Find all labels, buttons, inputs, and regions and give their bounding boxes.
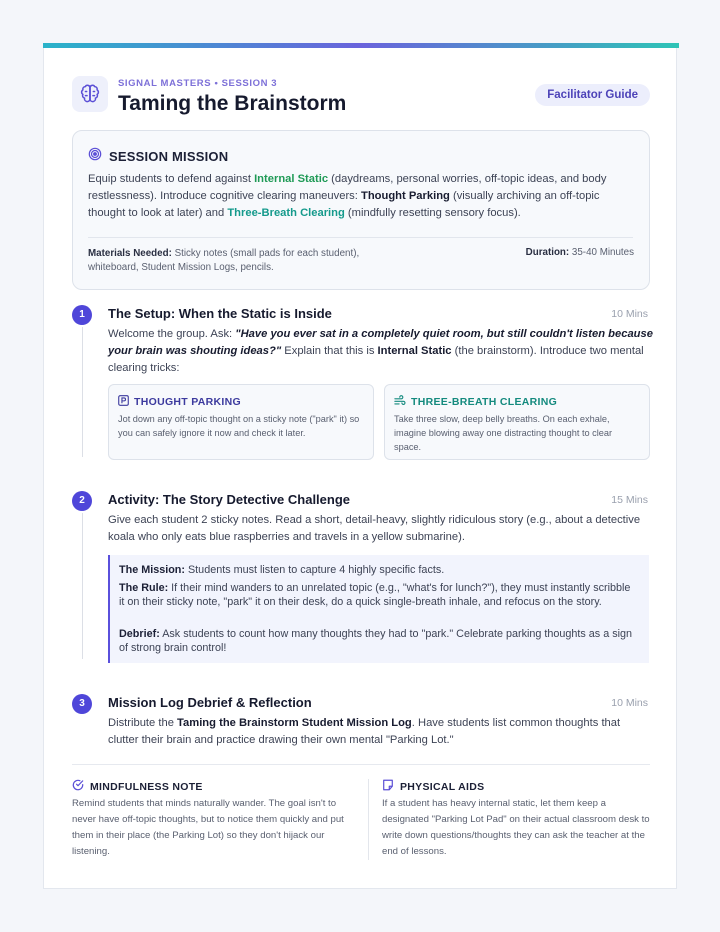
session-mission-box: [72, 130, 650, 290]
divider: [88, 237, 633, 238]
mindfulness-note-header: MINDFULNESS NOTE: [72, 779, 203, 794]
step-3-time: 10 Mins: [611, 697, 648, 709]
card-title: THREE-BREATH CLEARING: [411, 396, 558, 408]
target-icon: [88, 147, 102, 166]
step-1-text: Welcome the group. Ask: "Have you ever sat in a completely quiet room, but still couldn't listen because your brain was shouting ideas?" Explain that this is Internal Static (the brainstorm). Introduce two mental clearing tricks:: [108, 328, 653, 374]
step-connector: [82, 327, 83, 457]
term-three-breath-clearing: Three-Breath Clearing: [227, 207, 345, 219]
mission-header: [88, 147, 228, 166]
rule-debrief: Debrief: Ask students to count how many thoughts they had to "park." Celebrate parking thoughts as a sign of strong brain control!: [119, 628, 633, 654]
physical-aids-header: PHYSICAL AIDS: [382, 779, 484, 794]
term-thought-parking: Thought Parking: [360, 190, 450, 202]
session-duration: Duration: 35-40 Minutes: [525, 247, 634, 258]
divider: [72, 764, 650, 765]
step-connector: [82, 513, 83, 659]
rule-mission: The Mission: Students must listen to capture 4 highly specific facts.: [119, 564, 445, 576]
step-number-3: 3: [72, 694, 92, 714]
facilitator-guide-badge: Facilitator Guide: [535, 84, 650, 106]
sticky-note-icon: [382, 779, 394, 794]
gradient-top-bar: [43, 43, 679, 48]
physical-aids-text: If a student has heavy internal static, let them keep a designated "Parking Lot Pad" on their actual classroom desk to write down questions/thoughts they can ask the teacher at the end of lessons.: [382, 798, 650, 857]
step-2-time: 15 Mins: [611, 494, 648, 506]
facilitator-guide-page: [43, 43, 677, 889]
challenge-rules-box: [108, 555, 649, 663]
divider: [368, 779, 369, 860]
materials-needed: Materials Needed: Sticky notes (small pads for each student), whiteboard, Student Mission Logs, pencils.: [88, 248, 360, 273]
card-text: Jot down any off-topic thought on a sticky note ("park" it) so you can safely ignore it now and check it later.: [118, 414, 360, 438]
mission-title: SESSION MISSION: [109, 149, 229, 164]
step-3-text: Distribute the Taming the Brainstorm Student Mission Log. Have students list common thoughts that clutter their brain and practice drawing their own mental "Parking Lot.": [108, 717, 621, 746]
step-1-time: 10 Mins: [611, 308, 648, 320]
step-number-2: 2: [72, 491, 92, 511]
wind-icon: [394, 395, 406, 409]
step-2-title: Activity: The Story Detective Challenge: [108, 492, 351, 507]
check-circle-icon: [72, 779, 84, 794]
brain-icon: [72, 76, 108, 112]
mission-description: Equip students to defend against Internal Static (daydreams, personal worries, off-topic ideas, and body restlessness). Introduce cognitive clearing maneuvers: Thought Parking (visually archiving an off-topic thought to look at later) and Three-Breath Clearing (mindfully resetting sensory focus).: [88, 173, 607, 219]
three-breath-clearing-card: [384, 384, 650, 460]
parking-icon: [118, 395, 129, 409]
step-3-title: Mission Log Debrief & Reflection: [108, 695, 312, 710]
header: [72, 76, 650, 126]
card-text: Take three slow, deep belly breaths. On each exhale, imagine blowing away one distracting thought to clear space.: [394, 414, 613, 452]
card-title: THOUGHT PARKING: [134, 396, 241, 408]
thought-parking-card: [108, 384, 374, 460]
step-number-1: 1: [72, 305, 92, 325]
mindfulness-note-text: Remind students that minds naturally wander. The goal isn't to never have off-topic thoughts, but to notice them quickly and put them in their place (the Parking Lot) so they don't hijack our listening.: [72, 798, 344, 857]
step-2-text: Give each student 2 sticky notes. Read a short, detail-heavy, slightly ridiculous story (e.g., about a detective koala who only eats blue raspberries and travels in a yellow submarine).: [108, 514, 641, 543]
page-title: Taming the Brainstorm: [118, 92, 347, 115]
step-1-title: The Setup: When the Static is Inside: [108, 306, 332, 321]
rule-the-rule: The Rule: If their mind wanders to an unrelated topic (e.g., "what's for lunch?"), they must instantly scribble it on their sticky note, "park" it on their desk, do a quick single-breath inhale, and refocus on the story.: [119, 582, 631, 608]
session-eyebrow: SIGNAL MASTERS • SESSION 3: [118, 78, 278, 89]
term-internal-static: Internal Static: [254, 173, 329, 185]
